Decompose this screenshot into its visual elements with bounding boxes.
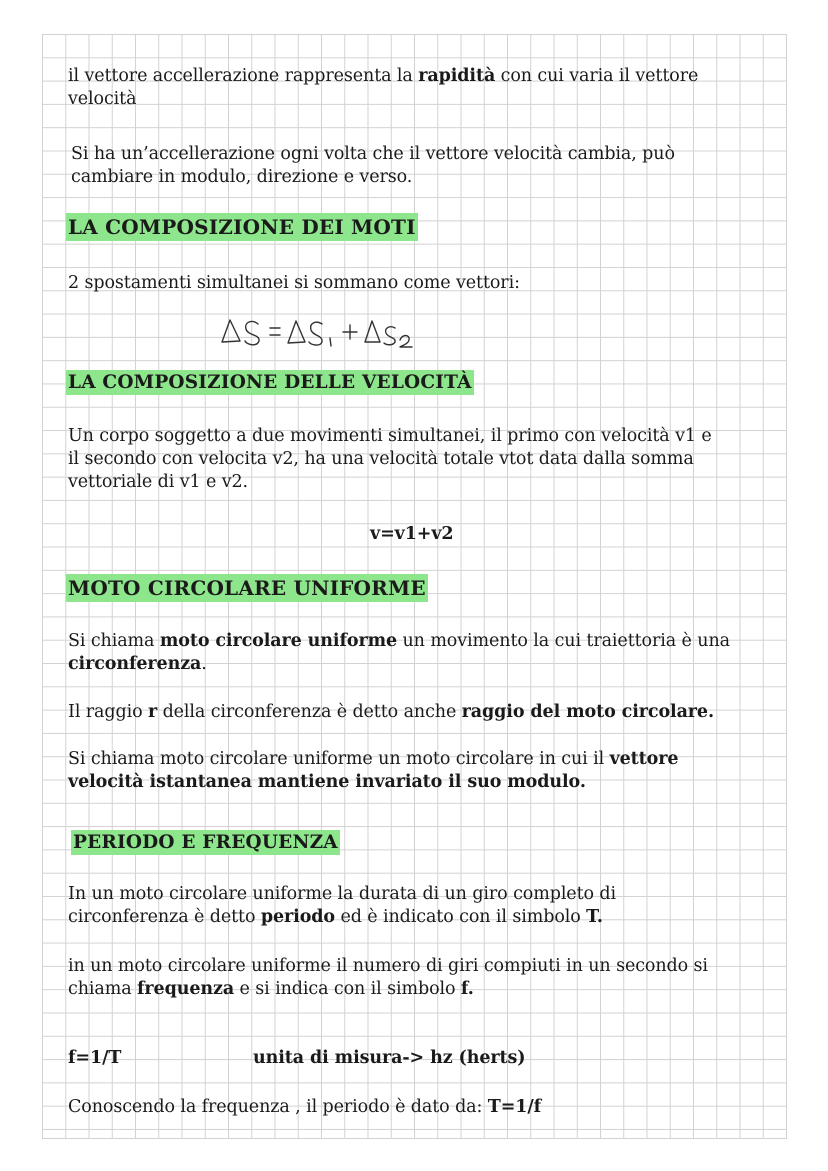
paragraph-periodo-line1: In un moto circolare uniforme la durata di un giro completo di <box>68 884 616 904</box>
paragraph-corpo-line1: Un corpo soggetto a due movimenti simultanei, il primo con velocità v1 e <box>68 426 712 446</box>
paragraph-periodo-da-frequenza: Conoscendo la frequenza , il periodo è dato da: T=1/f <box>68 1097 542 1117</box>
paragraph-frequenza-line2: chiama frequenza e si indica con il simbolo f. <box>68 979 474 999</box>
formula-frequency: f=1/T <box>68 1048 122 1068</box>
paragraph-raggio: Il raggio r della circonferenza è detto anche raggio del moto circolare. <box>68 702 714 722</box>
paragraph-frequenza-line1: in un moto circolare uniforme il numero di giri compiuti in un secondo si <box>68 956 708 976</box>
paragraph-acceleration: il vettore accellerazione rappresenta la rapidità con cui varia il vettore <box>68 66 699 86</box>
paragraph-moto-circolare-line2: circonferenza. <box>68 654 207 674</box>
paragraph-corpo-line3: vettoriale di v1 e v2. <box>68 472 249 492</box>
paragraph-acceleration-line2: velocità <box>68 89 137 109</box>
formula-velocity-sum: v=v1+v2 <box>370 524 454 544</box>
paragraph-periodo-line2: circonferenza è detto periodo ed è indicato con il simbolo T. <box>68 907 603 927</box>
heading-periodo-frequenza: PERIODO E FREQUENZA <box>73 832 338 853</box>
paragraph-spostamenti: 2 spostamenti simultanei si sommano come vettori: <box>68 273 520 293</box>
paragraph-velocita-istantanea-line1: Si chiama moto circolare uniforme un moto circolare in cui il vettore <box>68 749 679 769</box>
paragraph-acceleration-change-line2: cambiare in modulo, direzione e verso. <box>71 167 413 187</box>
paragraph-acceleration-change: Si ha un’accellerazione ogni volta che il vettore velocità cambia, può <box>71 144 675 164</box>
heading-composizione-velocita: LA COMPOSIZIONE DELLE VELOCITÀ <box>68 372 472 393</box>
paragraph-velocita-istantanea-line2: velocità istantanea mantiene invariato il suo modulo. <box>68 772 586 792</box>
heading-moto-circolare: MOTO CIRCOLARE UNIFORME <box>68 576 426 600</box>
heading-composizione-moti: LA COMPOSIZIONE DEI MOTI <box>68 215 416 239</box>
paragraph-moto-circolare-line1: Si chiama moto circolare uniforme un movimento la cui traiettoria è una <box>68 631 730 651</box>
handwritten-formula <box>212 312 422 352</box>
paragraph-corpo-line2: il secondo con velocita v2, ha una velocità totale vtot data dalla somma <box>68 449 694 469</box>
unit-of-measure: unita di misura-> hz (herts) <box>253 1048 526 1068</box>
